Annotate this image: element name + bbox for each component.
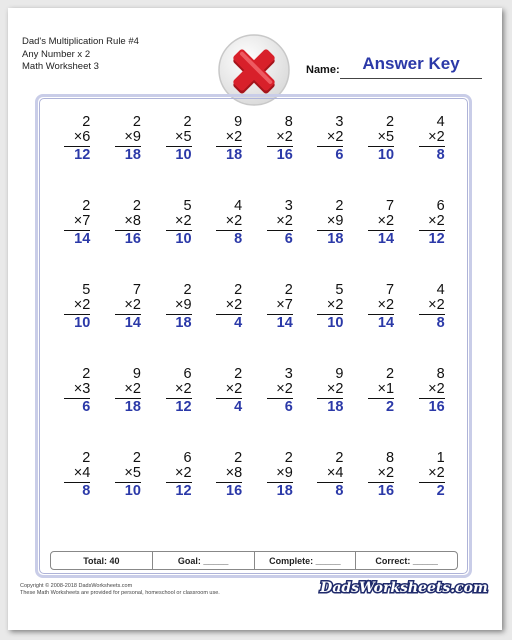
problem-stack bbox=[166, 199, 192, 248]
complete-field: Complete: _____ bbox=[255, 552, 357, 569]
problem-5-3 bbox=[153, 451, 204, 535]
multiplicand: 8 bbox=[385, 450, 395, 466]
worksheet-title: Dad's Multiplication Rule #4 bbox=[22, 36, 139, 47]
problem-stack bbox=[267, 367, 293, 416]
problem-2-4 bbox=[204, 199, 255, 283]
multiplicand: 4 bbox=[436, 282, 445, 298]
problem-2-5 bbox=[255, 199, 306, 283]
multiplicand: 2 bbox=[82, 114, 91, 130]
multiplicand: 6 bbox=[183, 366, 192, 382]
problem-grid bbox=[52, 115, 457, 535]
multiplier: ×1 bbox=[368, 382, 394, 399]
logo-text: DadsWorksheets.com bbox=[320, 580, 488, 596]
problem-stack bbox=[267, 451, 293, 500]
multiplicand: 6 bbox=[436, 198, 445, 214]
multiplier: ×2 bbox=[166, 214, 192, 231]
product: 16 bbox=[276, 147, 293, 163]
product: 16 bbox=[428, 399, 445, 415]
product: 12 bbox=[175, 483, 192, 499]
multiplier: ×2 bbox=[216, 130, 242, 147]
worksheet-subtitle: Any Number x 2 bbox=[22, 48, 91, 60]
score-footer bbox=[50, 551, 458, 570]
worksheet-header bbox=[22, 36, 139, 74]
multiplicand: 2 bbox=[234, 282, 243, 298]
multiplier: ×5 bbox=[115, 466, 141, 483]
problem-3-4 bbox=[204, 283, 255, 367]
product: 10 bbox=[74, 315, 91, 331]
problem-stack bbox=[64, 199, 90, 248]
problem-2-1 bbox=[52, 199, 103, 283]
problem-4-2 bbox=[103, 367, 154, 451]
product: 12 bbox=[74, 147, 91, 163]
problem-stack bbox=[166, 115, 192, 164]
name-underline bbox=[340, 78, 482, 79]
product: 4 bbox=[234, 399, 243, 415]
problem-stack bbox=[216, 199, 242, 248]
multiplier: ×2 bbox=[115, 382, 141, 399]
product: 18 bbox=[276, 483, 293, 499]
problem-5-7 bbox=[356, 451, 407, 535]
problem-1-4 bbox=[204, 115, 255, 199]
problem-4-7 bbox=[356, 367, 407, 451]
copyright-notice bbox=[20, 583, 220, 597]
multiplier: ×2 bbox=[267, 130, 293, 147]
multiplicand: 9 bbox=[132, 366, 141, 382]
problem-1-1 bbox=[52, 115, 103, 199]
problem-stack bbox=[368, 199, 394, 248]
dadsworksheets-logo bbox=[320, 576, 488, 598]
multiplier: ×2 bbox=[216, 382, 242, 399]
problem-stack bbox=[115, 283, 141, 332]
problem-stack bbox=[166, 451, 192, 500]
product: 8 bbox=[436, 315, 445, 331]
problem-stack bbox=[115, 451, 141, 500]
multiplier: ×8 bbox=[115, 214, 141, 231]
multiplier: ×2 bbox=[216, 298, 242, 315]
problem-3-8 bbox=[406, 283, 457, 367]
product: 12 bbox=[175, 399, 192, 415]
problem-1-6 bbox=[305, 115, 356, 199]
multiplicand: 2 bbox=[284, 450, 293, 466]
problem-stack bbox=[216, 367, 242, 416]
problem-5-6 bbox=[305, 451, 356, 535]
problem-1-2 bbox=[103, 115, 154, 199]
multiplicand: 2 bbox=[82, 366, 91, 382]
multiplier: ×2 bbox=[267, 382, 293, 399]
product: 14 bbox=[377, 231, 395, 247]
multiplier: ×9 bbox=[317, 214, 343, 231]
problem-stack bbox=[216, 283, 242, 332]
multiplier: ×2 bbox=[368, 298, 394, 315]
multiplier: ×5 bbox=[166, 130, 192, 147]
multiplicand: 2 bbox=[335, 450, 344, 466]
multiplicand: 2 bbox=[132, 450, 141, 466]
problem-4-5 bbox=[255, 367, 306, 451]
multiplier: ×2 bbox=[267, 214, 293, 231]
problem-2-2 bbox=[103, 199, 154, 283]
total-count: Total: 40 bbox=[51, 552, 153, 569]
problem-stack bbox=[419, 199, 445, 248]
multiplicand: 2 bbox=[132, 114, 141, 130]
problem-stack bbox=[317, 283, 343, 332]
product: 8 bbox=[82, 483, 91, 499]
product: 10 bbox=[327, 315, 344, 331]
multiplicand: 5 bbox=[335, 282, 344, 298]
product: 8 bbox=[234, 231, 243, 247]
multiplier: ×2 bbox=[216, 214, 242, 231]
multiplicand: 6 bbox=[183, 450, 192, 466]
product: 14 bbox=[74, 231, 91, 247]
product: 6 bbox=[284, 231, 293, 247]
problem-5-2 bbox=[103, 451, 154, 535]
answer-key-label: Answer Key bbox=[362, 54, 460, 73]
problem-stack bbox=[317, 367, 343, 416]
problem-stack bbox=[419, 367, 445, 416]
multiplier: ×2 bbox=[317, 382, 343, 399]
product: 16 bbox=[226, 483, 243, 499]
usage-line: These Math Worksheets are provided for personal, homeschool or classroom use. bbox=[20, 590, 220, 596]
problem-2-3 bbox=[153, 199, 204, 283]
multiplicand: 8 bbox=[436, 366, 445, 382]
problem-4-8 bbox=[406, 367, 457, 451]
multiplier: ×2 bbox=[419, 382, 445, 399]
multiplicand: 2 bbox=[284, 282, 293, 298]
problem-stack bbox=[267, 115, 293, 164]
problem-5-5 bbox=[255, 451, 306, 535]
multiplier: ×2 bbox=[166, 382, 192, 399]
problem-4-3 bbox=[153, 367, 204, 451]
product: 4 bbox=[234, 315, 243, 331]
multiplicand: 2 bbox=[82, 198, 91, 214]
multiplicand: 7 bbox=[385, 198, 395, 214]
problem-1-7 bbox=[356, 115, 407, 199]
multiplicand: 4 bbox=[234, 198, 243, 214]
product: 18 bbox=[124, 399, 141, 415]
multiplier: ×4 bbox=[317, 466, 343, 483]
correct-field: Correct: _____ bbox=[375, 555, 438, 566]
problem-2-7 bbox=[356, 199, 407, 283]
problem-stack bbox=[368, 283, 394, 332]
goal-field: Goal: _____ bbox=[153, 552, 255, 569]
worksheet-number: Math Worksheet 3 bbox=[22, 61, 99, 72]
problem-stack bbox=[115, 115, 141, 164]
multiplicand: 1 bbox=[436, 450, 445, 466]
multiplicand: 8 bbox=[284, 114, 293, 130]
problem-stack bbox=[216, 451, 242, 500]
multiplicand: 2 bbox=[234, 366, 243, 382]
problem-stack bbox=[317, 199, 343, 248]
product: 10 bbox=[175, 231, 192, 247]
product: 2 bbox=[385, 399, 395, 415]
product: 6 bbox=[284, 399, 293, 415]
problem-stack bbox=[419, 115, 445, 164]
problem-1-5 bbox=[255, 115, 306, 199]
problem-3-1 bbox=[52, 283, 103, 367]
multiplicand: 2 bbox=[335, 198, 344, 214]
problem-stack bbox=[64, 283, 90, 332]
multiplicand: 7 bbox=[132, 282, 141, 298]
multiplier: ×8 bbox=[216, 466, 242, 483]
product: 8 bbox=[335, 483, 344, 499]
product: 18 bbox=[226, 147, 243, 163]
multiplier: ×2 bbox=[368, 214, 394, 231]
multiplier: ×2 bbox=[419, 466, 445, 483]
product: 18 bbox=[175, 315, 192, 331]
multiplier: ×2 bbox=[317, 130, 343, 147]
multiplicand: 2 bbox=[183, 114, 192, 130]
name-field bbox=[306, 56, 488, 80]
problem-4-4 bbox=[204, 367, 255, 451]
problem-stack bbox=[317, 115, 343, 164]
multiplicand: 5 bbox=[82, 282, 91, 298]
product: 16 bbox=[124, 231, 141, 247]
multiplicand: 9 bbox=[335, 366, 344, 382]
problem-stack bbox=[115, 199, 141, 248]
product: 2 bbox=[436, 483, 445, 499]
problem-stack bbox=[64, 367, 90, 416]
multiplier: ×2 bbox=[115, 298, 141, 315]
problem-4-6 bbox=[305, 367, 356, 451]
multiplicand: 5 bbox=[183, 198, 192, 214]
multiplicand: 3 bbox=[335, 114, 344, 130]
multiplier: ×2 bbox=[419, 214, 445, 231]
problem-stack bbox=[216, 115, 242, 164]
problem-stack bbox=[166, 283, 192, 332]
multiplicand: 2 bbox=[385, 114, 395, 130]
multiplicand: 4 bbox=[436, 114, 445, 130]
product: 18 bbox=[327, 231, 344, 247]
product: 18 bbox=[327, 399, 344, 415]
problem-2-8 bbox=[406, 199, 457, 283]
product: 18 bbox=[124, 147, 141, 163]
multiplicand: 2 bbox=[132, 198, 141, 214]
problem-stack bbox=[64, 115, 90, 164]
multiplicand: 9 bbox=[234, 114, 243, 130]
product: 12 bbox=[428, 231, 445, 247]
problem-stack bbox=[368, 367, 394, 416]
multiplier: ×5 bbox=[368, 130, 394, 147]
problem-1-8 bbox=[406, 115, 457, 199]
problem-3-2 bbox=[103, 283, 154, 367]
problem-stack bbox=[115, 367, 141, 416]
multiplicand: 2 bbox=[385, 366, 395, 382]
problem-stack bbox=[317, 451, 343, 500]
problem-stack bbox=[267, 199, 293, 248]
multiplier: ×2 bbox=[166, 466, 192, 483]
product: 10 bbox=[124, 483, 141, 499]
multiplier: ×6 bbox=[64, 130, 90, 147]
multiplier: ×7 bbox=[64, 214, 90, 231]
problem-stack bbox=[419, 451, 445, 500]
copyright-line: Copyright © 2008-2018 DadsWorksheets.com bbox=[20, 583, 133, 589]
problem-stack bbox=[419, 283, 445, 332]
multiplier: ×3 bbox=[64, 382, 90, 399]
problem-stack bbox=[166, 367, 192, 416]
problem-4-1 bbox=[52, 367, 103, 451]
multiplicand: 7 bbox=[385, 282, 395, 298]
multiplier: ×9 bbox=[166, 298, 192, 315]
multiplicand: 3 bbox=[284, 366, 293, 382]
product: 6 bbox=[335, 147, 344, 163]
multiplicand: 2 bbox=[82, 450, 91, 466]
problem-5-4 bbox=[204, 451, 255, 535]
multiplier: ×2 bbox=[419, 298, 445, 315]
problem-3-3 bbox=[153, 283, 204, 367]
multiplicand: 3 bbox=[284, 198, 293, 214]
multiplier: ×2 bbox=[64, 298, 90, 315]
product: 16 bbox=[377, 483, 395, 499]
multiplier: ×4 bbox=[64, 466, 90, 483]
problem-stack bbox=[368, 115, 394, 164]
multiplier: ×2 bbox=[419, 130, 445, 147]
problem-1-3 bbox=[153, 115, 204, 199]
problem-3-5 bbox=[255, 283, 306, 367]
multiplier: ×2 bbox=[368, 466, 394, 483]
multiplier: ×9 bbox=[267, 466, 293, 483]
multiplier: ×7 bbox=[267, 298, 293, 315]
problem-5-1 bbox=[52, 451, 103, 535]
problem-5-8 bbox=[406, 451, 457, 535]
product: 10 bbox=[377, 147, 395, 163]
product: 8 bbox=[436, 147, 445, 163]
problem-2-6 bbox=[305, 199, 356, 283]
product: 14 bbox=[276, 315, 293, 331]
problem-stack bbox=[267, 283, 293, 332]
product: 6 bbox=[82, 399, 91, 415]
name-label: Name: bbox=[306, 64, 340, 76]
problem-3-6 bbox=[305, 283, 356, 367]
product: 10 bbox=[175, 147, 192, 163]
multiplier: ×9 bbox=[115, 130, 141, 147]
problem-stack bbox=[368, 451, 394, 500]
product: 14 bbox=[377, 315, 395, 331]
multiplicand: 2 bbox=[234, 450, 243, 466]
problem-stack bbox=[64, 451, 90, 500]
product: 14 bbox=[124, 315, 141, 331]
multiplier: ×2 bbox=[317, 298, 343, 315]
multiplicand: 2 bbox=[183, 282, 192, 298]
problem-3-7 bbox=[356, 283, 407, 367]
